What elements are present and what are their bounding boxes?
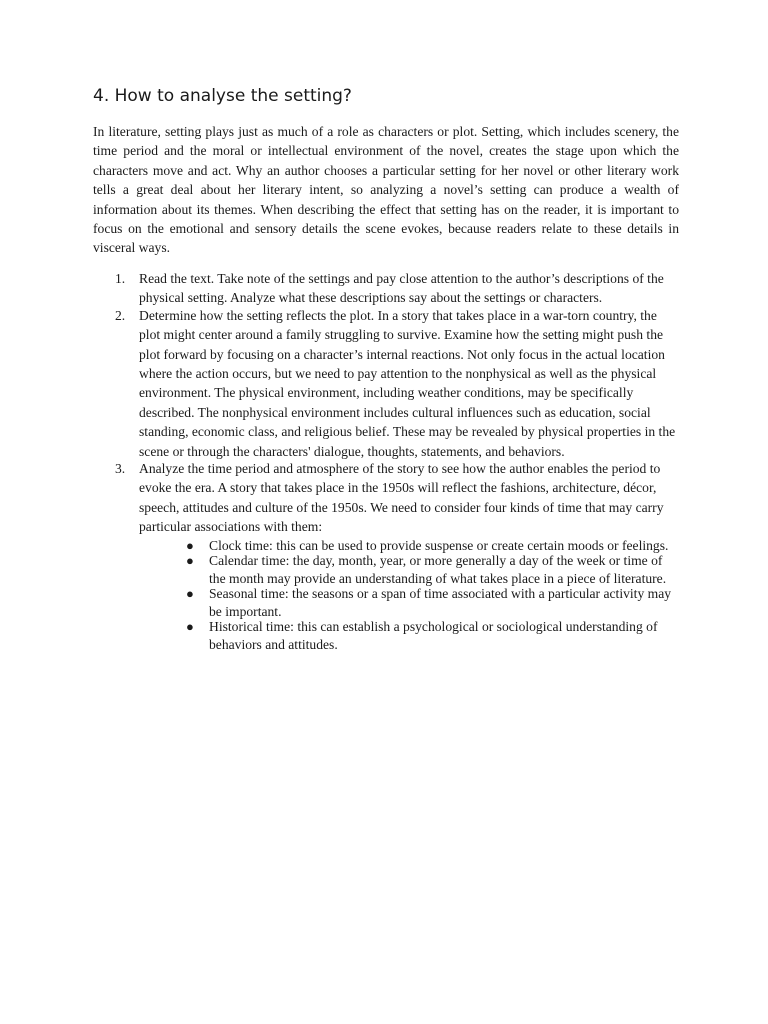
bullet-icon: ● <box>186 537 194 553</box>
steps-list <box>93 269 679 651</box>
step-text: Read the text. Take note of the settings and pay close attention to the author’s descriptions of the physical setting. Analyze what these descriptions say about the settings or characters. <box>139 271 664 306</box>
bullet-text: Historical time: this can establish a psychological or sociological understanding of behaviors and attitudes. <box>209 619 658 652</box>
bullet-text: Seasonal time: the seasons or a span of time associated with a particular activity may be important. <box>209 586 672 619</box>
step-text: Analyze the time period and atmosphere of the story to see how the author enables the period to evoke the era. A story that takes place in the 1950s will reflect the fashions, architecture, décor, speech, attitudes and culture of the 1950s. We need to consider four kinds of time that may carry particular associations with them: <box>139 461 664 535</box>
bullet-item <box>139 552 679 587</box>
bullet-icon: ● <box>186 619 194 635</box>
step-number: 1. <box>115 271 126 286</box>
intro-paragraph: In literature, setting plays just as much of a role as characters or plot. Setting, which includes scenery, the time period and the moral or intellectual environment of the novel, creates the stage upon which the characters move and act. Why an author chooses a particular setting for her novel or other literary work tells a great deal about her literary intent, so analyzing a novel’s setting can produce a wealth of information about its themes. When describing the effect that setting has on the reader, it is important to focus on the emotional and sensory details the scene evokes, because readers relate to these details in visceral ways. <box>93 124 679 256</box>
bullet-icon: ● <box>186 586 194 602</box>
section-heading: 4. How to analyse the setting? <box>93 86 352 106</box>
step-item <box>93 306 679 461</box>
time-kinds-list <box>139 537 679 654</box>
step-number: 3. <box>115 461 126 477</box>
bullet-text: Calendar time: the day, month, year, or more generally a day of the week or time of the month may provide an understanding of what takes place in a piece of literature. <box>209 553 667 586</box>
step-text: Determine how the setting reflects the plot. In a story that takes place in a war-torn country, the plot might center around a family struggling to survive. Examine how the setting might push the plot forward by focusing on a character’s internal reactions. Not only focus in the actual location where the action occurs, but we need to pay attention to the nonphysical as well as the physical environment. The physical environment, including weather conditions, may be specifically described. The nonphysical environment includes cultural influences such as education, social standing, economic class, and religious belief. These may be revealed by physical properties in the scene or through the characters' dialogue, thoughts, statements, and behaviors. <box>139 307 676 459</box>
bullet-item <box>139 618 679 653</box>
bullet-text: Clock time: this can be used to provide suspense or create certain moods or feelings. <box>209 537 669 553</box>
step-number: 2. <box>115 307 126 323</box>
step-item <box>93 459 679 653</box>
bullet-item <box>139 585 679 620</box>
bullet-icon: ● <box>186 553 194 569</box>
step-item <box>93 269 679 308</box>
